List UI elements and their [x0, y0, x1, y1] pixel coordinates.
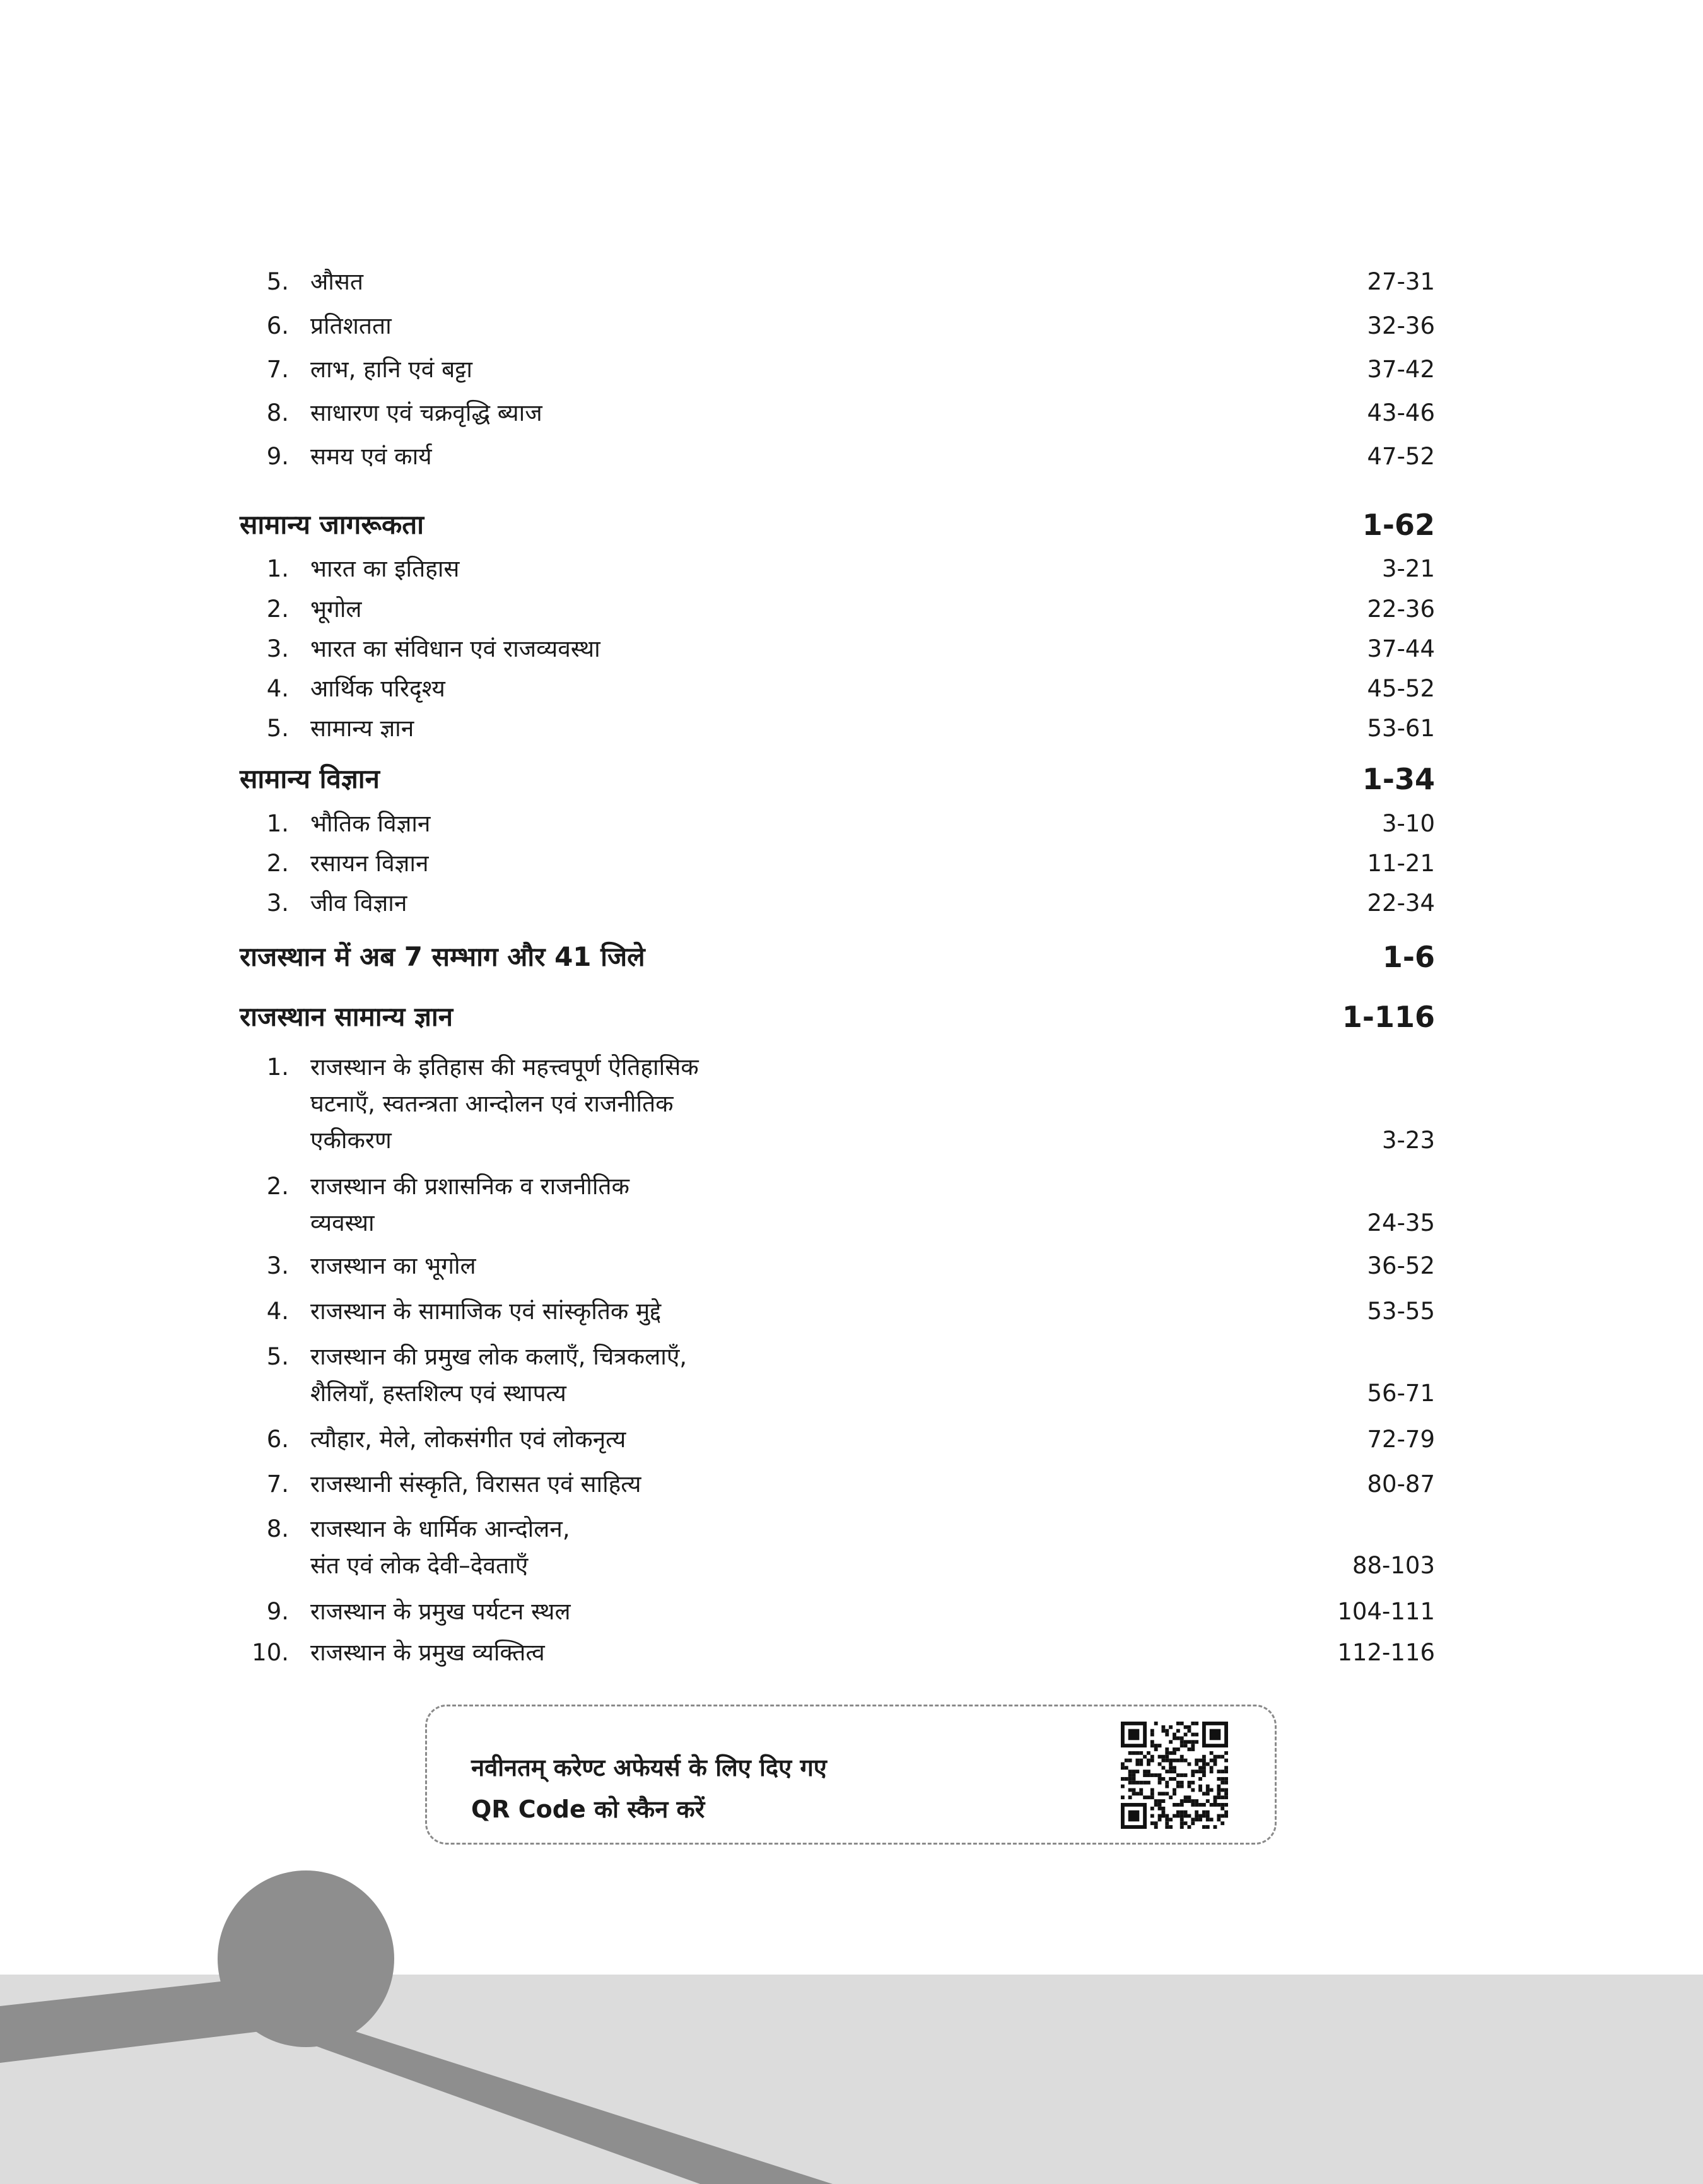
toc-item	[240, 806, 1435, 842]
qr-code[interactable]	[1121, 1722, 1228, 1829]
item-title: राजस्थान के प्रमुख पर्यटन स्थल	[310, 1598, 571, 1625]
qr-notice-line1: नवीनतम् करेण्ट अफेयर्स के लिए दिए गए	[471, 1754, 827, 1782]
item-pages: 72-79	[1367, 1426, 1435, 1453]
item-pages: 53-55	[1367, 1298, 1435, 1325]
footer-circle	[218, 1870, 394, 2047]
toc-item	[240, 438, 1435, 475]
item-number: 5.	[266, 268, 289, 295]
toc-item	[240, 1339, 1435, 1412]
item-pages: 36-52	[1367, 1252, 1435, 1279]
qr-notice-text	[471, 1747, 827, 1830]
section-pages: 1-62	[1362, 508, 1435, 542]
footer-decoration	[0, 1829, 1703, 2184]
item-number: 1.	[266, 555, 289, 582]
item-pages: 22-34	[1367, 889, 1435, 917]
toc-section-heading	[240, 997, 1435, 1037]
section-pages: 1-116	[1342, 1000, 1435, 1034]
item-pages: 3-23	[1382, 1127, 1435, 1154]
item-number: 3.	[266, 635, 289, 662]
item-pages: 37-42	[1367, 356, 1435, 383]
item-number: 8.	[266, 1515, 289, 1542]
toc-item	[240, 1421, 1435, 1458]
item-title: राजस्थान की प्रमुख लोक कलाएँ, चित्रकलाएँ, शैलियाँ, हस्तशिल्प एवं स्थापत्य	[310, 1343, 688, 1407]
toc-item	[240, 845, 1435, 882]
section-title: सामान्य विज्ञान	[240, 763, 380, 794]
toc-item	[240, 264, 1435, 300]
item-pages: 56-71	[1367, 1380, 1435, 1407]
section-title: राजस्थान में अब 7 सम्भाग और 41 जिले	[240, 941, 645, 972]
toc-item	[240, 1635, 1435, 1671]
item-title: राजस्थान की प्रशासनिक व राजनीतिक व्यवस्था	[310, 1173, 629, 1236]
item-title: राजस्थान के धार्मिक आन्दोलन, संत एवं लोक देवी–देवताएँ	[310, 1515, 570, 1579]
section-pages: 1-6	[1382, 940, 1435, 974]
toc-item	[240, 591, 1435, 628]
item-number: 6.	[266, 312, 289, 339]
item-pages: 80-87	[1367, 1471, 1435, 1498]
item-pages: 104-111	[1337, 1598, 1435, 1625]
item-number: 2.	[266, 850, 289, 877]
item-title: भूगोल	[310, 596, 362, 623]
toc-item	[240, 885, 1435, 922]
item-pages: 11-21	[1367, 850, 1435, 877]
item-title: आर्थिक परिदृश्य	[310, 675, 445, 702]
item-pages: 37-44	[1367, 635, 1435, 662]
toc-item	[240, 1594, 1435, 1630]
item-number: 7.	[266, 356, 289, 383]
item-pages: 24-35	[1367, 1209, 1435, 1236]
item-number: 1.	[266, 1054, 289, 1081]
item-title: औसत	[310, 268, 363, 295]
toc-section-heading	[240, 759, 1435, 799]
toc-item	[240, 631, 1435, 667]
item-pages: 47-52	[1367, 443, 1435, 470]
item-title: साधारण एवं चक्रवृद्धि ब्याज	[310, 399, 542, 426]
item-title: जीव विज्ञान	[310, 889, 407, 917]
item-title: राजस्थान का भूगोल	[310, 1252, 476, 1279]
toc-section-heading	[240, 937, 1435, 977]
toc-item	[240, 351, 1435, 388]
qr-notice-line2: QR Code को स्कैन करें	[471, 1795, 705, 1823]
item-title: राजस्थान के सामाजिक एवं सांस्कृतिक मुद्दे	[310, 1298, 662, 1325]
item-title: सामान्य ज्ञान	[310, 715, 414, 742]
item-number: 5.	[266, 715, 289, 742]
toc-item	[240, 710, 1435, 747]
toc-item	[240, 1168, 1435, 1242]
toc-section-heading	[240, 505, 1435, 545]
section-title: सामान्य जागरूकता	[240, 509, 424, 540]
item-pages: 3-10	[1382, 810, 1435, 837]
toc-item	[240, 551, 1435, 587]
qr-notice-box	[425, 1705, 1277, 1845]
item-title: रसायन विज्ञान	[310, 850, 429, 877]
item-pages: 32-36	[1367, 312, 1435, 339]
item-pages: 27-31	[1367, 268, 1435, 295]
item-title: राजस्थानी संस्कृति, विरासत एवं साहित्य	[310, 1471, 641, 1498]
toc-item	[240, 1511, 1435, 1584]
toc-item	[240, 671, 1435, 707]
item-title: लाभ, हानि एवं बट्टा	[310, 356, 472, 383]
item-pages: 3-21	[1382, 555, 1435, 582]
section-title: राजस्थान सामान्य ज्ञान	[240, 1001, 454, 1032]
item-number: 9.	[266, 1598, 289, 1625]
item-title: समय एवं कार्य	[310, 443, 432, 470]
item-title: त्यौहार, मेले, लोकसंगीत एवं लोकनृत्य	[310, 1426, 626, 1453]
item-title: भौतिक विज्ञान	[310, 810, 431, 837]
item-number: 9.	[266, 443, 289, 470]
item-pages: 53-61	[1367, 715, 1435, 742]
item-number: 3.	[266, 1252, 289, 1279]
toc-item	[240, 1293, 1435, 1330]
item-number: 6.	[266, 1426, 289, 1453]
item-pages: 112-116	[1337, 1639, 1435, 1666]
toc-item	[240, 395, 1435, 432]
item-number: 3.	[266, 889, 289, 917]
toc-item	[240, 1248, 1435, 1284]
item-number: 4.	[266, 675, 289, 702]
item-title: भारत का इतिहास	[310, 555, 460, 582]
item-pages: 43-46	[1367, 399, 1435, 426]
item-number: 1.	[266, 810, 289, 837]
item-pages: 45-52	[1367, 675, 1435, 702]
toc-item	[240, 1466, 1435, 1503]
item-number: 10.	[252, 1639, 289, 1666]
item-number: 7.	[266, 1471, 289, 1498]
item-pages: 88-103	[1352, 1552, 1435, 1579]
item-title: प्रतिशतता	[310, 312, 392, 339]
item-title: भारत का संविधान एवं राजव्यवस्था	[310, 635, 600, 662]
item-title: राजस्थान के इतिहास की महत्त्वपूर्ण ऐतिहासिक घटनाएँ, स्वतन्त्रता आन्दोलन एवं राजनीतिक एकीकरण	[310, 1054, 699, 1154]
toc-item	[240, 1049, 1435, 1159]
toc-item	[240, 308, 1435, 344]
item-pages: 22-36	[1367, 596, 1435, 623]
item-number: 2.	[266, 1173, 289, 1200]
item-number: 5.	[266, 1343, 289, 1370]
item-number: 4.	[266, 1298, 289, 1325]
section-pages: 1-34	[1362, 762, 1435, 796]
item-number: 2.	[266, 596, 289, 623]
item-number: 8.	[266, 399, 289, 426]
item-title: राजस्थान के प्रमुख व्यक्तित्व	[310, 1639, 545, 1666]
